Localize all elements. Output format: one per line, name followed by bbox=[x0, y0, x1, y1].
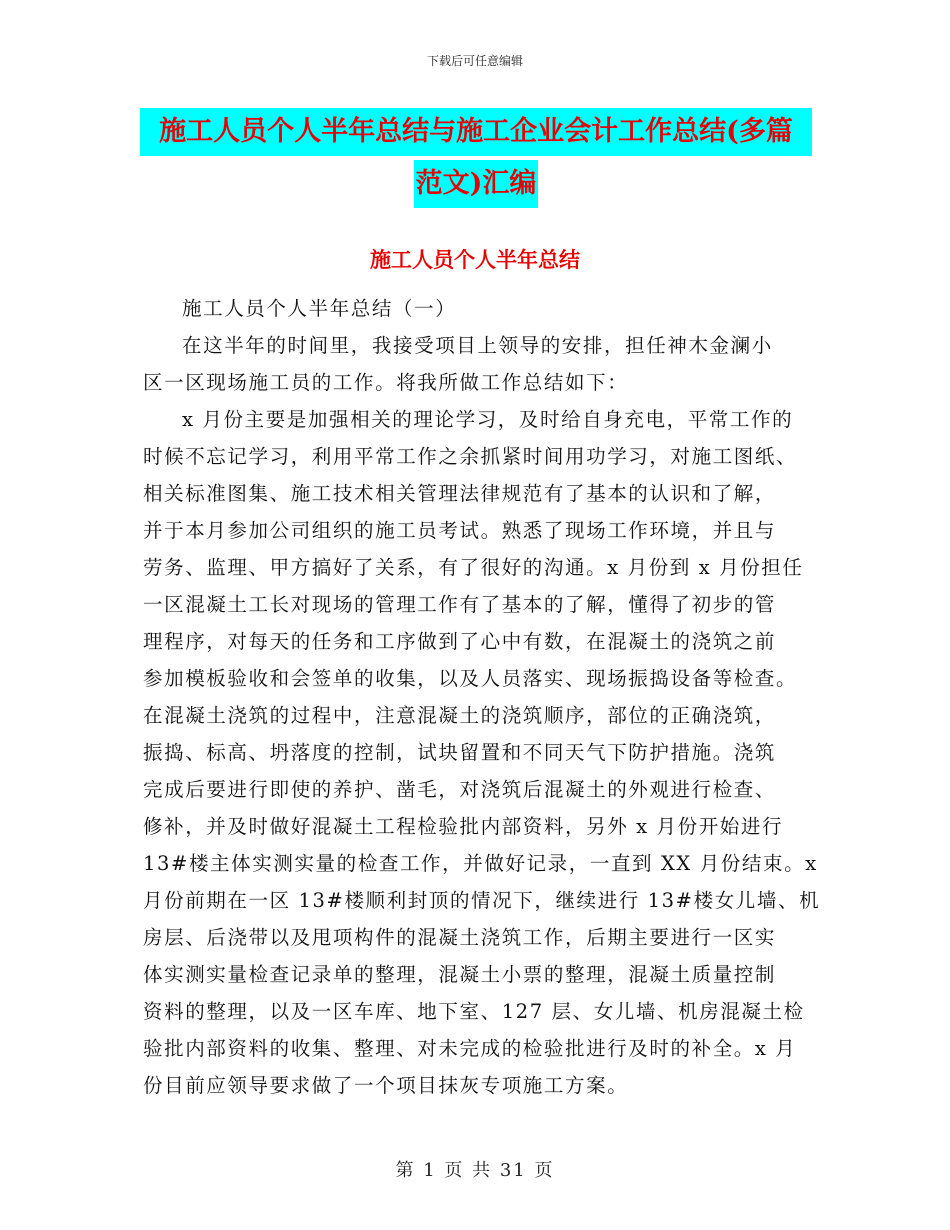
body-text bbox=[143, 290, 821, 1104]
paragraph-main bbox=[143, 401, 821, 1104]
page-footer: 第 1 页 共 31 页 bbox=[395, 1160, 555, 1181]
text-line: 振捣、标高、坍落度的控制，试块留置和不同天气下防护措施。浇筑 bbox=[143, 741, 777, 764]
text-line: 在这半年的时间里，我接受项目上领导的安排，担任神木金澜小 bbox=[182, 334, 773, 357]
paragraph-subtitle bbox=[143, 290, 811, 327]
text-line: 理程序，对每天的任务和工序做到了心中有数，在混凝土的浇筑之前 bbox=[143, 630, 777, 653]
text-line: 体实测实量检查记录单的整理，混凝土小票的整理，混凝土质量控制 bbox=[143, 963, 777, 986]
page-header: 下载后可任意编辑 bbox=[426, 54, 523, 68]
title-line-1: 施工人员个人半年总结与施工企业会计工作总结(多篇 bbox=[140, 108, 812, 156]
text-line: 验批内部资料的收集、整理、对未完成的检验批进行及时的补全。x 月 bbox=[143, 1037, 797, 1060]
paragraph-intro bbox=[143, 327, 811, 401]
document-title bbox=[140, 108, 812, 208]
text-line: x 月份主要是加强相关的理论学习，及时给自身充电，平常工作的 bbox=[182, 408, 794, 431]
text-line: 修补，并及时做好混凝土工程检验批内部资料，另外 x 月份开始进行 bbox=[143, 815, 784, 838]
section-heading: 施工人员个人半年总结 bbox=[370, 247, 580, 272]
text-line: 资料的整理，以及一区车库、地下室、127 层、女儿墙、机房混凝土检 bbox=[143, 1000, 805, 1023]
text-line: 区一区现场施工员的工作。将我所做工作总结如下： bbox=[143, 371, 629, 394]
text-line: 劳务、监理、甲方搞好了关系，有了很好的沟通。x 月份到 x 月份担任 bbox=[143, 556, 804, 579]
text-line: 一区混凝土工长对现场的管理工作有了基本的了解，懂得了初步的管 bbox=[143, 593, 777, 616]
text-line: 在混凝土浇筑的过程中，注意混凝土的浇筑顺序，部位的正确浇筑， bbox=[143, 704, 777, 727]
text-line: 参加模板验收和会签单的收集，以及人员落实、现场振捣设备等检查。 bbox=[143, 667, 798, 690]
text-line: 月份前期在一区 13#楼顺利封顶的情况下，继续进行 13#楼女儿墙、机 bbox=[143, 889, 821, 912]
text-line: 时候不忘记学习，利用平常工作之余抓紧时间用功学习，对施工图纸、 bbox=[143, 445, 798, 468]
text-line: 份目前应领导要求做了一个项目抹灰专项施工方案。 bbox=[143, 1074, 629, 1097]
text-line: 房层、后浇带以及甩项构件的混凝土浇筑工作，后期主要进行一区实 bbox=[143, 926, 777, 949]
text-line: 13#楼主体实测实量的检查工作，并做好记录，一直到 XX 月份结束。x bbox=[143, 852, 818, 875]
text-line: 完成后要进行即使的养护、凿毛，对浇筑后混凝土的外观进行检查、 bbox=[143, 778, 777, 801]
text-line: 相关标准图集、施工技术相关管理法律规范有了基本的认识和了解， bbox=[143, 482, 777, 505]
title-line-2: 范文)汇编 bbox=[414, 160, 539, 208]
text-line: 并于本月参加公司组织的施工员考试。熟悉了现场工作环境，并且与 bbox=[143, 519, 777, 542]
text-line: 施工人员个人半年总结（一） bbox=[182, 297, 457, 320]
